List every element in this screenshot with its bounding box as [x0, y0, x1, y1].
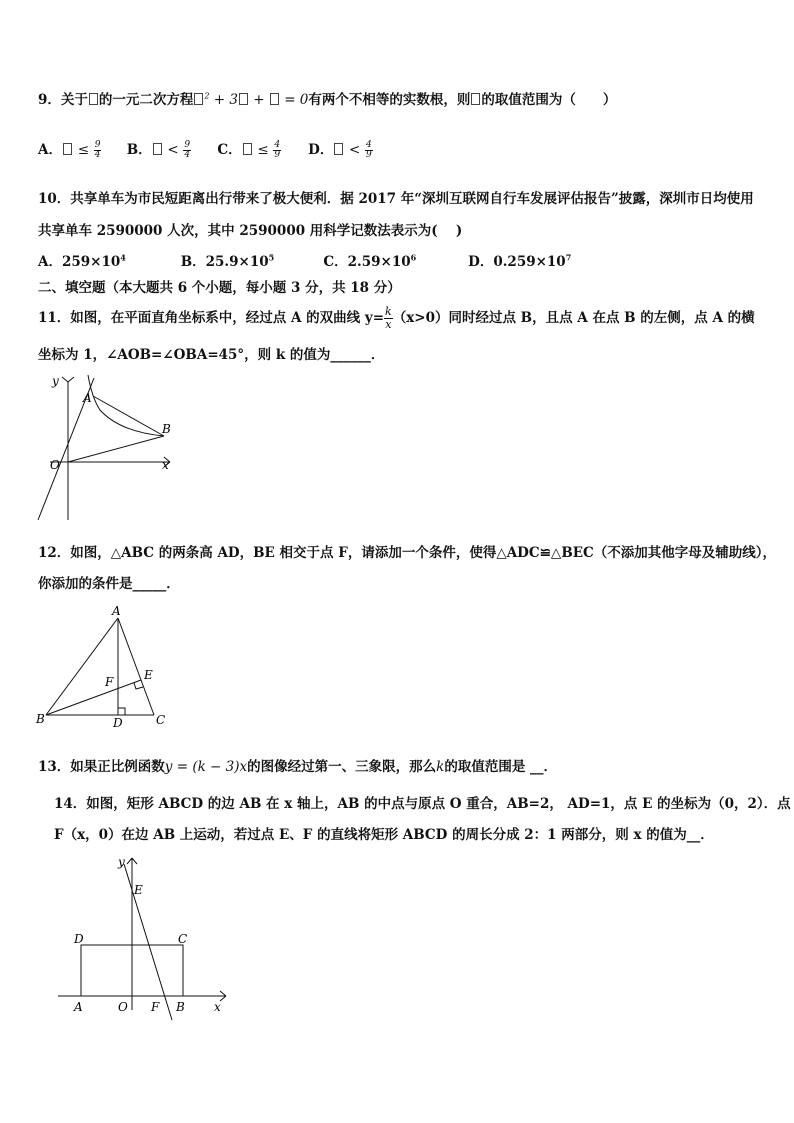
q14-line-EF	[124, 864, 172, 1020]
q10-options	[38, 250, 588, 270]
q9-options	[38, 138, 398, 160]
q14-label-D: D	[74, 932, 84, 946]
q11-line1: 11．如图，在平面直角坐标系中，经过点 A 的双曲线 y= $\frac{k}{x}$ （x>0）同时经过点 B，且点 A 在点 B 的左侧，点 A 的横	[38, 305, 755, 331]
q13-stem: 13．如果正比例函数y = (k − 3)x的图像经过第一、三象限，那么k的取值范围是 __．	[38, 759, 558, 775]
q9-text-d: 的取值范围为（ ）	[481, 92, 617, 108]
q10-line2: 共享单车 2590000 人次，其中 2590000 用科学记数法表示为( )	[38, 223, 463, 239]
section-fill-blank-header: 二、填空题（本大题共 6 个小题，每小题 3 分，共 18 分）	[38, 280, 401, 296]
q9-equation: $^2$ + 3 + = 0	[193, 92, 308, 108]
q11-label-A: A	[83, 391, 92, 405]
q12-line1: 12．如图，△ABC 的两条高 AD，BE 相交于点 F，请添加一个条件，使得△ADC≌△BEC（不添加其他字母及辅助线），	[38, 545, 777, 561]
q11-segment-AB	[93, 396, 164, 436]
q12-label-D: D	[113, 716, 123, 730]
q14-label-y: y	[118, 855, 125, 869]
q9-var-box	[89, 93, 98, 105]
q9-option-d: D． < $\frac{4}{9}$	[308, 140, 372, 160]
q9-text-b: 的一元二次方程	[98, 92, 194, 108]
q11-segment-OB	[68, 436, 164, 462]
q10-option-b: B．$25.9\times 10^5$	[180, 252, 275, 270]
q12-right-angle-E	[134, 683, 143, 689]
q14-label-O: O	[118, 1000, 128, 1014]
q12-line2: 你添加的条件是_____．	[38, 576, 180, 592]
q9-eq-var-box	[194, 93, 203, 105]
q9-var-box-2	[471, 93, 480, 105]
q12-label-B: B	[36, 712, 45, 726]
q9-option-c: C． ≤ $\frac{4}{9}$	[217, 140, 281, 160]
q10-option-c: C．$2.59\times 10^6$	[323, 252, 417, 270]
q12-altitude-BE	[46, 680, 141, 715]
q10-line1: 10．共享单车为市民短距离出行带来了极大便利．据 2017 年“深圳互联网自行车发展评估报告”披露，深圳市日均使用	[38, 191, 754, 207]
q14-line2: F（x，0）在边 AB 上运动，若过点 E、F 的直线将矩形 ABCD 的周长分成 2：1 两部分，则 x 的值为__．	[54, 827, 714, 843]
q12-label-E: E	[144, 668, 153, 682]
q10-option-d: D．$0.259\times 10^7$	[468, 252, 572, 270]
q10-option-a: A．$259\times 10^4$	[38, 252, 126, 270]
q14-label-B: B	[176, 1000, 185, 1014]
q9-option-a: A． ≤ $\frac{9}{4}$	[38, 140, 101, 160]
q14-label-C: C	[178, 932, 188, 946]
q9-text-c: 有两个不相等的实数根，则	[308, 92, 471, 108]
q12-side-AB	[46, 618, 118, 715]
q14-label-F: F	[151, 1000, 160, 1014]
q12-label-C: C	[156, 713, 166, 727]
q11-figure	[30, 370, 180, 526]
q14-label-x: x	[214, 1000, 221, 1014]
q12-label-A: A	[112, 604, 121, 618]
q11-label-B: B	[162, 422, 171, 436]
q11-line2: 坐标为 1，∠AOB=∠OBA=45°，则 k 的值为______．	[38, 347, 385, 363]
q12-label-F: F	[105, 675, 114, 689]
q13-function: y = (k − 3)x	[164, 759, 248, 775]
q11-label-x: x	[162, 458, 169, 472]
q14-label-E: E	[134, 883, 143, 897]
q12-figure	[30, 600, 180, 735]
q12-right-angle-D	[118, 708, 125, 715]
q14-line1: 14．如图，矩形 ABCD 的边 AB 在 x 轴上，AB 的中点与原点 O 重合，AB=2， AD=1，点 E 的坐标为（0，2）．点	[54, 796, 791, 812]
q9-text-a: 9．关于	[38, 92, 88, 108]
q9-stem	[38, 88, 616, 108]
q11-hyperbola	[88, 375, 164, 436]
q14-label-A: A	[74, 1000, 83, 1014]
q11-label-y: y	[52, 374, 59, 388]
q9-option-b: B． < $\frac{9}{4}$	[126, 140, 191, 160]
q12-side-AC	[118, 618, 154, 715]
q14-figure	[50, 850, 240, 1022]
q11-label-O: O	[50, 458, 60, 472]
